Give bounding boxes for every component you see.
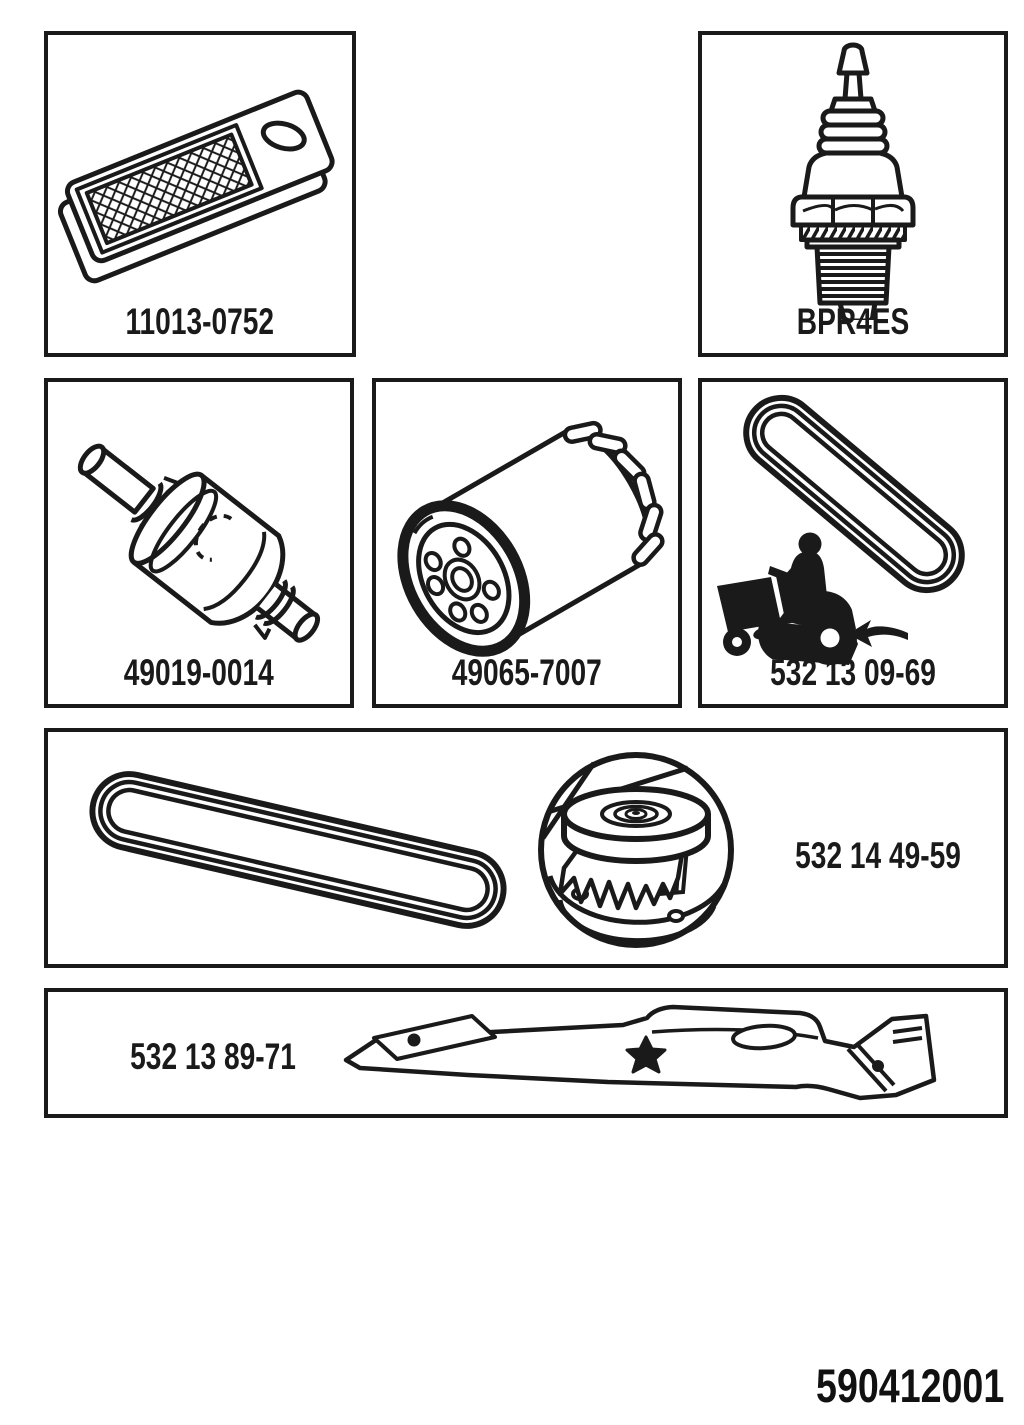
part-number-label: BPR4ES <box>796 301 910 342</box>
part-panel-oil-filter <box>372 378 682 708</box>
part-panel-spark-plug <box>698 31 1008 357</box>
ground-drive-belt-illustration <box>702 382 1004 677</box>
part-number-label: 532 13 09-69 <box>770 652 936 693</box>
part-panel-deck-belt-and-mandrel <box>44 728 1008 968</box>
document-number: 590412001 <box>815 1359 1004 1412</box>
part-number-label: 49065-7007 <box>451 652 603 693</box>
air-filter-illustration <box>48 35 352 320</box>
part-panel-air-filter <box>44 31 356 357</box>
part-number-label: 532 13 89-71 <box>130 1036 296 1077</box>
oil-filter-illustration <box>376 382 678 677</box>
part-number-label: 11013-0752 <box>125 301 275 342</box>
part-number-label: 49019-0014 <box>123 652 275 693</box>
part-number-label: 532 14 49-59 <box>795 835 961 876</box>
mandrel-assembly-drawing <box>541 755 731 945</box>
spark-plug-illustration <box>702 35 1004 320</box>
part-panel-fuel-filter <box>44 378 354 708</box>
part-panel-mower-blade <box>44 988 1008 1118</box>
part-panel-ground-drive-belt <box>698 378 1008 708</box>
fuel-filter-illustration <box>48 382 350 677</box>
